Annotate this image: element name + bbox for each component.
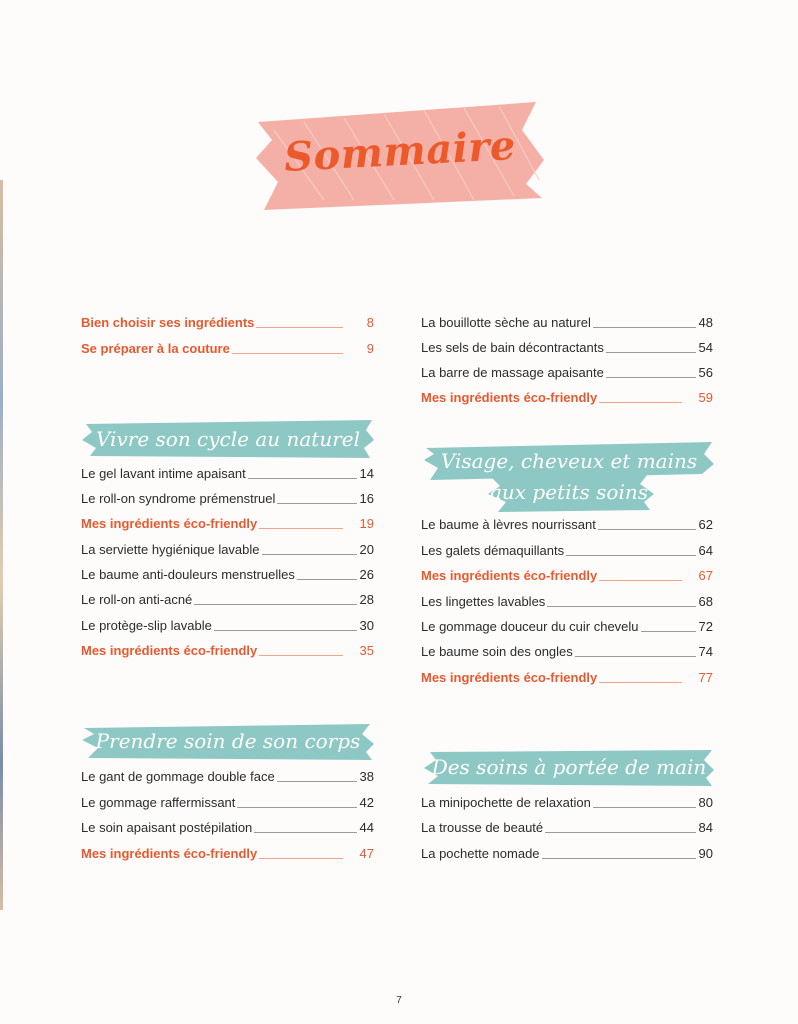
toc-entry[interactable] <box>421 640 713 660</box>
toc-entry-label: Mes ingrédients éco-friendly <box>421 568 598 583</box>
toc-entry-page: 42 <box>359 795 374 810</box>
section-heading-text: Des soins à portée de main <box>431 755 707 779</box>
toc-entry-label: Les sels de bain décontractants <box>421 340 604 355</box>
leader-line <box>237 807 356 808</box>
toc-entry-page: 90 <box>698 846 713 861</box>
toc-entry[interactable] <box>421 590 713 610</box>
toc-entry[interactable] <box>81 765 374 785</box>
leader-line <box>259 858 342 859</box>
leader-line <box>259 528 342 529</box>
toc-entry-page: 44 <box>359 820 374 835</box>
leader-line <box>545 832 695 833</box>
toc-entry-label: Mes ingrédients éco-friendly <box>81 516 258 531</box>
section-heading-visage <box>422 440 716 514</box>
toc-entry-label: Le protège-slip lavable <box>81 618 212 633</box>
leader-line <box>248 478 357 479</box>
section-heading-main <box>422 746 716 788</box>
toc-entry-label: Le soin apaisant postépilation <box>81 820 253 835</box>
toc-entry-page: 68 <box>698 594 713 609</box>
toc-entry-page: 47 <box>359 846 374 861</box>
toc-entry-label: Le baume soin des ongles <box>421 644 573 659</box>
toc-entry[interactable] <box>81 538 374 558</box>
leader-line <box>256 327 343 328</box>
toc-entry-label: La pochette nomade <box>421 846 540 861</box>
toc-entry[interactable] <box>81 311 374 331</box>
toc-entry[interactable] <box>81 462 374 482</box>
page-title: Sommaire <box>282 121 517 182</box>
leader-line <box>297 579 357 580</box>
leader-line <box>547 606 695 607</box>
section-heading-text: Vivre son cycle au naturel <box>95 427 361 451</box>
toc-entry-label: Le gommage douceur du cuir chevelu <box>421 619 639 634</box>
leader-line <box>277 781 357 782</box>
toc-entry-page: 80 <box>698 795 713 810</box>
toc-entry[interactable] <box>81 842 374 862</box>
toc-entry-label: Les galets démaquillants <box>421 543 565 558</box>
toc-entry-page: 26 <box>359 567 374 582</box>
toc-entry-label: La trousse de beauté <box>421 820 544 835</box>
leader-line <box>194 604 356 605</box>
toc-entry-page: 54 <box>698 340 713 355</box>
toc-entry-page: 16 <box>359 491 374 506</box>
leader-line <box>593 807 696 808</box>
toc-entry[interactable] <box>421 615 713 635</box>
leader-line <box>214 630 357 631</box>
toc-entry[interactable] <box>421 539 713 559</box>
toc-entry-page: 48 <box>698 315 713 330</box>
toc-entry-page: 14 <box>359 466 374 481</box>
leader-line <box>598 529 696 530</box>
toc-entry-page: 59 <box>698 390 713 405</box>
toc-entry[interactable] <box>81 639 374 659</box>
leader-line <box>259 655 342 656</box>
section-heading-text: Prendre soin de son corps <box>95 729 361 753</box>
toc-entry-label: Mes ingrédients éco-friendly <box>81 846 258 861</box>
toc-entry[interactable] <box>81 337 374 357</box>
toc-entry-label: La barre de massage apaisante <box>421 365 604 380</box>
toc-entry[interactable] <box>421 386 713 406</box>
section-heading-text: aux petits soins <box>489 480 649 504</box>
toc-entry[interactable] <box>421 816 713 836</box>
toc-entry-label: Le gant de gommage double face <box>81 769 275 784</box>
toc-entry-label: La bouillotte sèche au naturel <box>421 315 591 330</box>
toc-entry-label: La serviette hygiénique lavable <box>81 542 260 557</box>
leader-line <box>232 353 343 354</box>
leader-line <box>599 580 681 581</box>
toc-entry[interactable] <box>81 816 374 836</box>
toc-entry[interactable] <box>81 614 374 634</box>
toc-entry-page: 64 <box>698 543 713 558</box>
toc-entry-label: Bien choisir ses ingrédients <box>81 315 255 330</box>
leader-line <box>599 402 681 403</box>
toc-entry[interactable] <box>81 487 374 507</box>
leader-line <box>254 832 356 833</box>
toc-entry-label: Le gel lavant intime apaisant <box>81 466 246 481</box>
toc-entry-page: 38 <box>359 769 374 784</box>
toc-entry-label: Le roll-on syndrome prémenstruel <box>81 491 276 506</box>
toc-entry-label: Le gommage raffermissant <box>81 795 236 810</box>
leader-line <box>542 858 696 859</box>
leader-line <box>606 377 696 378</box>
toc-entry-label: Se préparer à la couture <box>81 341 230 356</box>
section-heading-text: Visage, cheveux et mains <box>440 449 698 473</box>
toc-entry-label: Les lingettes lavables <box>421 594 546 609</box>
toc-entry-page: 28 <box>359 592 374 607</box>
leader-line <box>277 503 356 504</box>
toc-entry-page: 74 <box>698 644 713 659</box>
leader-line <box>606 352 696 353</box>
toc-entry[interactable] <box>421 336 713 356</box>
toc-entry[interactable] <box>421 311 713 331</box>
toc-entry-page: 62 <box>698 517 713 532</box>
toc-entry[interactable] <box>421 791 713 811</box>
toc-entry[interactable] <box>421 666 713 686</box>
leader-line <box>262 554 357 555</box>
toc-entry-page: 84 <box>698 820 713 835</box>
toc-entry[interactable] <box>421 564 713 584</box>
toc-entry-page: 8 <box>366 315 374 330</box>
toc-entry-page: 19 <box>359 516 374 531</box>
toc-entry[interactable] <box>81 588 374 608</box>
toc-entry-label: Mes ingrédients éco-friendly <box>421 670 598 685</box>
section-heading-corps <box>80 720 376 762</box>
toc-entry[interactable] <box>81 563 374 583</box>
toc-entry[interactable] <box>421 513 713 533</box>
toc-entry-page: 72 <box>698 619 713 634</box>
leader-line <box>641 631 696 632</box>
toc-entry-label: Le baume à lèvres nourrissant <box>421 517 596 532</box>
toc-entry-page: 77 <box>698 670 713 685</box>
toc-entry-label: Mes ingrédients éco-friendly <box>421 390 598 405</box>
toc-entry-page: 35 <box>359 643 374 658</box>
leader-line <box>599 682 681 683</box>
toc-entry-page: 30 <box>359 618 374 633</box>
toc-entry[interactable] <box>421 361 713 381</box>
toc-entry-page: 20 <box>359 542 374 557</box>
section-heading-cycle <box>80 418 376 460</box>
toc-entry-page: 56 <box>698 365 713 380</box>
leader-line <box>566 555 695 556</box>
leader-line <box>575 656 696 657</box>
toc-entry-label: La minipochette de relaxation <box>421 795 591 810</box>
toc-entry[interactable] <box>81 791 374 811</box>
toc-entry-page: 9 <box>366 341 374 356</box>
toc-entry-label: Le roll-on anti-acné <box>81 592 193 607</box>
leader-line <box>593 327 696 328</box>
toc-entry[interactable] <box>421 842 713 862</box>
toc-entry[interactable] <box>81 512 374 532</box>
toc-entry-label: Mes ingrédients éco-friendly <box>81 643 258 658</box>
title-banner <box>254 100 546 212</box>
page-number: 7 <box>396 995 402 1006</box>
toc-entry-label: Le baume anti-douleurs menstruelles <box>81 567 295 582</box>
page-edge-strip <box>0 180 3 910</box>
toc-entry-page: 67 <box>698 568 713 583</box>
